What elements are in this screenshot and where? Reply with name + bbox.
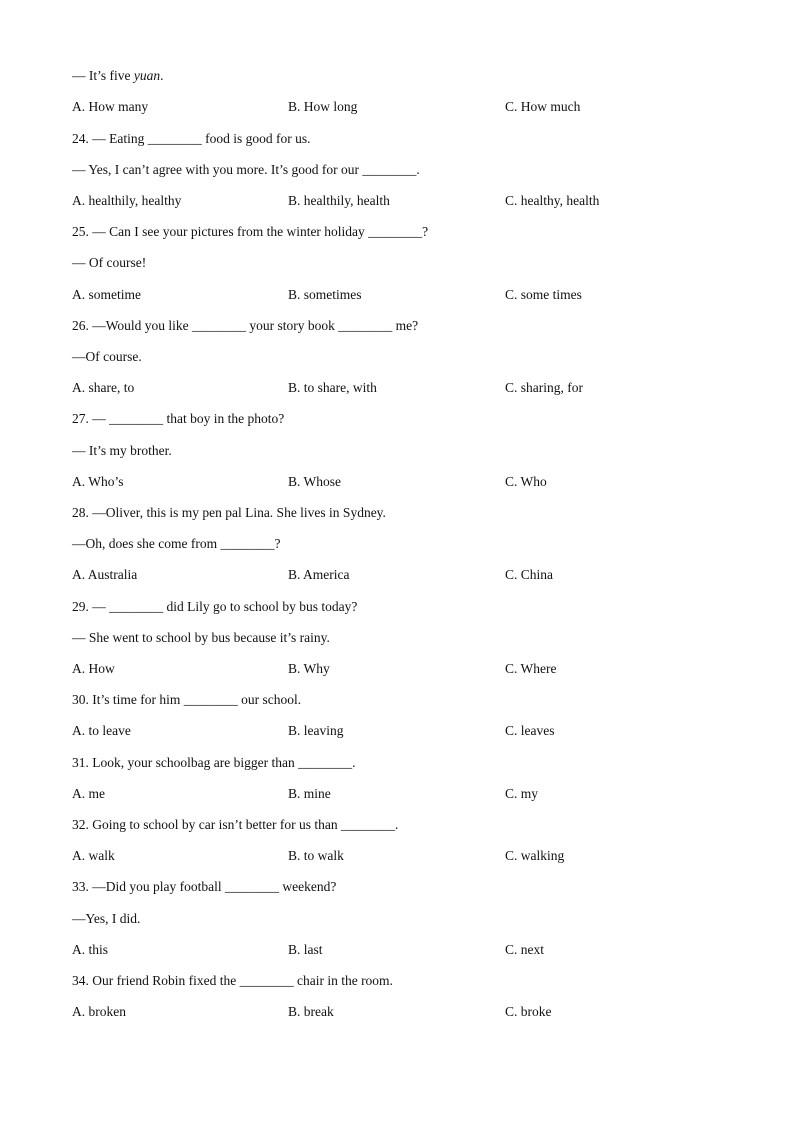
question-31-options xyxy=(72,786,752,802)
question-31-stem: 31. Look, your schoolbag are bigger than ________. xyxy=(72,755,356,770)
question-23-options xyxy=(72,99,752,115)
option-c: C. China xyxy=(505,567,554,582)
question-29-stem: 29. — ________ did Lily go to school by bus today? xyxy=(72,599,358,614)
option-b: B. healthily, health xyxy=(288,193,390,208)
option-c: C. sharing, for xyxy=(505,380,583,395)
question-32-stem: 32. Going to school by car isn’t better for us than ________. xyxy=(72,817,399,832)
option-c: C. broke xyxy=(505,1004,552,1019)
option-a: A. Australia xyxy=(72,567,138,582)
option-a: A. this xyxy=(72,942,109,957)
question-25-options xyxy=(72,287,752,303)
option-a: A. to leave xyxy=(72,723,131,738)
question-33-options xyxy=(72,942,752,958)
question-24-stem: 24. — Eating ________ food is good for us. xyxy=(72,131,311,146)
option-c: C. healthy, health xyxy=(505,193,600,208)
option-a: A. share, to xyxy=(72,380,135,395)
question-34-stem: 34. Our friend Robin fixed the ________ chair in the room. xyxy=(72,973,393,988)
option-a: A. sometime xyxy=(72,287,141,302)
option-a: A. healthily, healthy xyxy=(72,193,182,208)
option-c: C. my xyxy=(505,786,539,801)
question-33-reply: —Yes, I did. xyxy=(72,911,141,926)
question-24-options xyxy=(72,193,752,209)
option-a: A. How many xyxy=(72,99,149,114)
question-30-options xyxy=(72,723,752,739)
option-a: A. Who’s xyxy=(72,474,124,489)
option-b: B. to share, with xyxy=(288,380,377,395)
question-27-options xyxy=(72,474,752,490)
question-29-options xyxy=(72,661,752,677)
option-a: A. How xyxy=(72,661,115,676)
question-26-stem: 26. —Would you like ________ your story book ________ me? xyxy=(72,318,419,333)
question-25-reply: — Of course! xyxy=(72,255,147,270)
option-c: C. Who xyxy=(505,474,547,489)
option-b: B. break xyxy=(288,1004,334,1019)
option-c: C. walking xyxy=(505,848,565,863)
italic-word: yuan xyxy=(133,68,161,83)
question-29-reply: — She went to school by bus because it’s rainy. xyxy=(72,630,330,645)
question-28-stem: 28. —Oliver, this is my pen pal Lina. She lives in Sydney. xyxy=(72,505,386,520)
question-28-options xyxy=(72,567,752,583)
question-26-reply: —Of course. xyxy=(72,349,142,364)
question-26-options xyxy=(72,380,752,396)
question-27-reply: — It’s my brother. xyxy=(72,443,172,458)
option-c: C. Where xyxy=(505,661,557,676)
option-b: B. to walk xyxy=(288,848,344,863)
question-27-stem: 27. — ________ that boy in the photo? xyxy=(72,411,285,426)
question-32-options xyxy=(72,848,752,864)
question-28-reply: —Oh, does she come from ________? xyxy=(72,536,281,551)
option-b: B. Whose xyxy=(288,474,341,489)
option-a: A. walk xyxy=(72,848,115,863)
option-b: B. last xyxy=(288,942,323,957)
option-a: A. me xyxy=(72,786,105,801)
question-30-stem: 30. It’s time for him ________ our school. xyxy=(72,692,302,707)
option-b: B. mine xyxy=(288,786,331,801)
question-33-stem: 33. —Did you play football ________ weekend? xyxy=(72,879,337,894)
option-a: A. broken xyxy=(72,1004,126,1019)
option-c: C. next xyxy=(505,942,544,957)
option-b: B. Why xyxy=(288,661,330,676)
option-c: C. How much xyxy=(505,99,581,114)
option-c: C. leaves xyxy=(505,723,555,738)
question-25-stem: 25. — Can I see your pictures from the winter holiday ________? xyxy=(72,224,429,239)
option-b: B. America xyxy=(288,567,350,582)
question-24-reply: — Yes, I can’t agree with you more. It’s good for our ________. xyxy=(72,162,420,177)
option-b: B. sometimes xyxy=(288,287,362,302)
option-c: C. some times xyxy=(505,287,582,302)
question-23-answer: — It’s five yuan. xyxy=(72,68,164,83)
option-b: B. How long xyxy=(288,99,358,114)
option-b: B. leaving xyxy=(288,723,344,738)
question-34-options xyxy=(72,1004,752,1020)
